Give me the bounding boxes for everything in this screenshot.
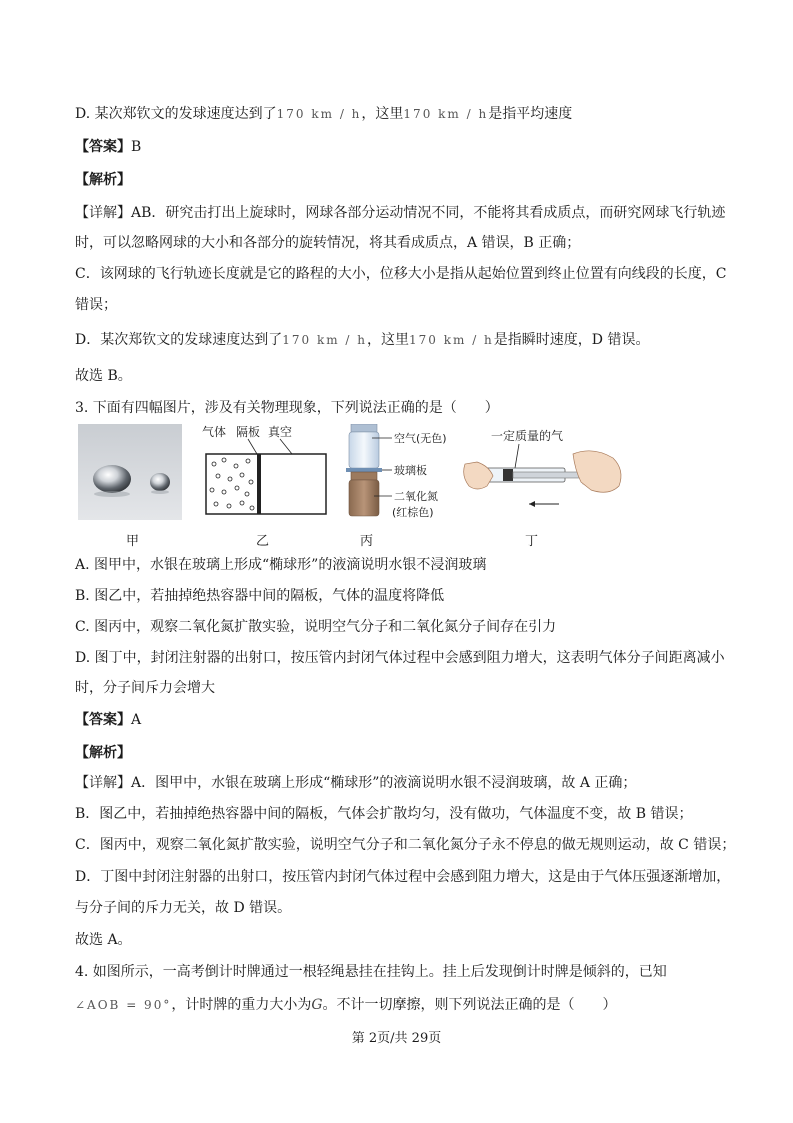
math-expression: 170 km / h [276,107,362,121]
section-label: 【答案】 [75,139,131,155]
text-line-l7 [75,295,117,315]
text-run: 时，分子间斥力会增大 [75,680,215,696]
text-line-l21 [75,867,730,887]
text-run: 与分子间的斥力无关，故 D 错误。 [75,900,292,916]
figure-ding [463,424,628,532]
mercury-droplets-image [78,424,182,520]
text-run: 3. 下面有四幅图片，涉及有关物理现象，下列说法正确的是（ ） [75,400,499,416]
text-line-l5 [75,233,580,253]
math-variable: G [311,997,323,1013]
text-line-l10 [75,398,499,418]
insulated-container-diagram [202,424,332,524]
text-line-l16 [75,710,141,730]
text-run: C．该网球的飞行轨迹长度就是它的路程的大小，位移大小是指从起始位置到终止位置有向线段的长度，C [75,266,727,282]
text-run: 时，可以忽略网球的大小和各部分的旋转情况，将其看成质点，A 错误，B 正确； [75,235,581,251]
label-vacuum: 真空 [268,425,293,439]
text-run: D. 某次郑钦文的发球速度达到了 [75,106,277,122]
text-line-l1 [75,104,572,124]
section-label: 【答案】 [75,712,131,728]
label-air: 空气(无色) [394,432,447,445]
section-label: 【解析】 [75,745,131,761]
section-label: 【解析】 [75,172,131,188]
text-run: 。不计一切摩擦，则下列说法正确的是（ ） [322,997,617,1013]
math-expression: ∠AOB = 90° [75,998,172,1012]
text-line-l14 [75,648,725,668]
label-gas-mass: 一定质量的气 [491,429,564,443]
text-run: B．图乙中，若抽掉绝热容器中间的隔板，气体会扩散均匀，没有做功，气体温度不变，故 B 错误； [75,806,693,822]
text-run: D．某次郑钦文的发球速度达到了 [75,332,283,348]
text-line-l17 [75,743,131,763]
text-line-l23 [75,930,132,950]
text-line-l13 [75,617,556,637]
text-run: A [131,712,142,728]
text-line-l19 [75,804,692,824]
figure-yi [202,424,332,528]
figure-bing [346,424,476,532]
label-no2: 二氧化氮 [394,490,438,503]
text-line-l15 [75,678,215,698]
text-run: D. 图丁中，封闭注射器的出射口，按压管内封闭气体过程中会感到阻力增大，这表明气体分子间距离减小 [75,650,725,666]
caption-ding: 丁 [525,534,539,549]
text-run: B [131,139,142,155]
text-run: ，这里 [367,332,410,348]
figure-jia [78,424,182,524]
text-run: A. 图甲中，水银在玻璃上形成“椭球形”的液滴说明水银不浸润玻璃 [75,557,487,573]
text-line-l25 [75,995,617,1015]
text-line-l3 [75,170,131,190]
text-run: 是指平均速度 [488,106,573,122]
no2-diffusion-diagram [346,424,476,528]
text-run: ，计时牌的重力大小为 [171,997,312,1013]
math-expression: 170 km / h [409,333,494,347]
caption-yi: 乙 [256,534,270,549]
text-run: C．图丙中，观察二氧化氮扩散实验，说明空气分子和二氧化氮分子永不停息的做无规则运动，故 C 错误； [75,837,736,853]
label-partition: 隔板 [236,425,261,439]
label-gas: 气体 [202,425,227,439]
text-line-l4 [75,203,725,223]
text-run: 【详解】A．图甲中，水银在玻璃上形成“椭球形”的液滴说明水银不浸润玻璃，故 A 正确； [75,775,637,791]
text-run: 错误； [75,297,117,313]
text-line-l9 [75,366,132,386]
text-run: 是指瞬时速度，D 错误。 [493,332,650,348]
question-3-figures [78,424,638,549]
label-no2-color: (红棕色) [392,506,434,519]
text-run: 故选 B。 [75,368,132,384]
math-expression: 170 km / h [282,333,368,347]
text-run: 4. 如图所示，一高考倒计时牌通过一根轻绳悬挂在挂钩上。挂上后发现倒计时牌是倾斜的，已知 [75,964,667,980]
text-run: D．丁图中封闭注射器的出射口，按压管内封闭气体过程中会感到阻力增大，这是由于气体压强逐渐增加， [75,869,731,885]
text-run: 故选 A。 [75,932,132,948]
text-line-l8 [75,330,649,350]
math-expression: 170 km / h [403,107,489,121]
text-run: 【详解】AB．研究击打出上旋球时，网球各部分运动情况不同，不能将其看成质点，而研究网球飞行轨迹 [75,205,726,221]
text-run: C. 图丙中，观察二氧化氮扩散实验，说明空气分子和二氧化氮分子间存在引力 [75,619,557,635]
syringe-diagram [463,424,628,528]
text-line-l6 [75,264,726,284]
text-line-l22 [75,898,291,918]
text-line-l20 [75,835,735,855]
caption-bing: 丙 [360,534,374,549]
page-footer: 第 2页/共 29页 [351,1031,442,1046]
label-glass-plate: 玻璃板 [394,464,427,477]
text-run: B. 图乙中，若抽掉绝热容器中间的隔板，气体的温度将降低 [75,588,445,604]
text-line-l24 [75,962,667,982]
text-run: ，这里 [361,106,404,122]
text-line-l2 [75,137,141,157]
caption-jia: 甲 [126,534,140,549]
text-line-l18 [75,773,636,793]
text-line-l11 [75,555,486,575]
text-line-l12 [75,586,444,606]
